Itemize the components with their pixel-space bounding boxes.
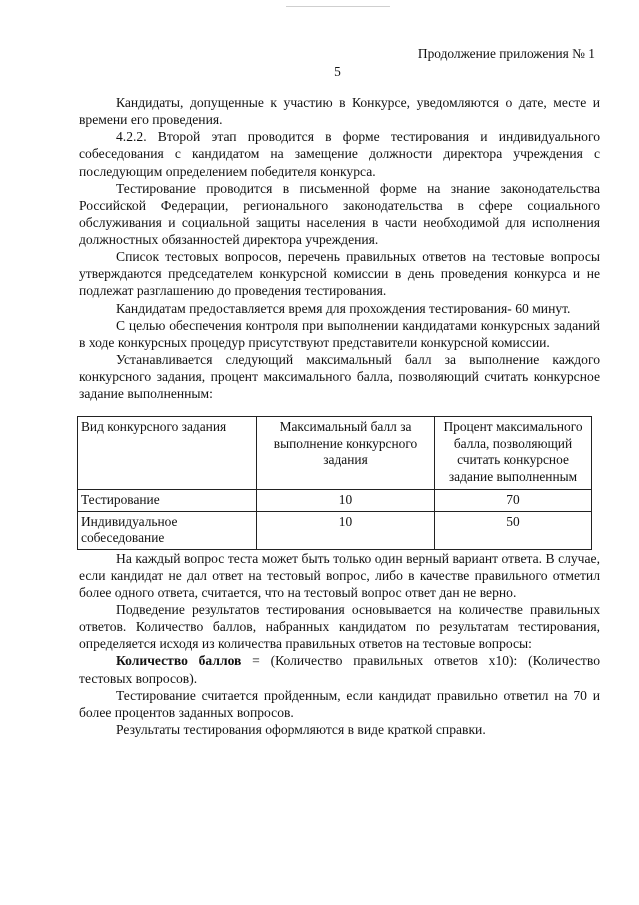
table-cell-max-score: 10: [257, 511, 435, 549]
table-row: [78, 511, 592, 549]
document-body: [79, 94, 600, 738]
formula-bold-term: Количество баллов: [116, 653, 242, 669]
table-cell-percent: 70: [435, 490, 592, 511]
scan-top-line: [286, 6, 390, 7]
table-cell-task: Тестирование: [78, 490, 257, 511]
paragraph-notification: Кандидаты, допущенные к участию в Конкурсе, уведомляются о дате, месте и времени его проведения.: [79, 95, 600, 128]
table-header-percent: Процент максимального балла, позволяющий считать конкурсное задание выполненным: [435, 417, 592, 490]
table-header-max-score: Максимальный балл за выполнение конкурсного задания: [257, 417, 435, 490]
page-number: 5: [334, 64, 341, 79]
table-cell-task: Индивидуальное собеседование: [78, 511, 257, 549]
paragraph-results-format: Результаты тестирования оформляются в виде краткой справки.: [116, 721, 486, 737]
paragraph-results-basis: Подведение результатов тестирования основывается на количестве правильных ответов. Количество баллов, набранных кандидатом по результатам тестирования, определяется исходя из количества правильных ответов на тестовые вопросы:: [79, 602, 600, 652]
scoring-table: [77, 416, 592, 549]
table-cell-percent: 50: [435, 511, 592, 549]
paragraph-4-2-2: 4.2.2. Второй этап проводится в форме тестирования и индивидуального собеседования с кандидатом на замещение должности директора учреждения с последующим определением победителя конкурса.: [79, 129, 600, 179]
score-formula: [79, 652, 600, 686]
table-header-row: [78, 417, 592, 490]
table-header-task-type: Вид конкурсного задания: [78, 417, 257, 490]
formula-expression: = (Количество правильных ответов х10): (Количество тестовых вопросов).: [79, 653, 600, 686]
paragraph-max-score-intro: Устанавливается следующий максимальный балл за выполнение каждого конкурсного задания, процент максимального балла, позволяющий считать конкурсное задание выполненным:: [79, 351, 600, 402]
paragraph-control: С целью обеспечения контроля при выполнении кандидатами конкурсных заданий в ходе конкурсных процедур присутствуют представители конкурсной комиссии.: [79, 317, 600, 350]
paragraph-pass-criteria: Тестирование считается пройденным, если кандидат правильно ответил на 70 и более процентов заданных вопросов.: [79, 687, 600, 720]
paragraph-one-answer: На каждый вопрос теста может быть только один верный вариант ответа. В случае, если кандидат не дал ответ на тестовый вопрос, либо в качестве правильного отметил более одного ответа, считается, что на тестовый вопрос ответ дан не верно.: [79, 550, 600, 600]
table-row: [78, 490, 592, 511]
paragraph-time-limit: Кандидатам предоставляется время для прохождения тестирования- 60 минут.: [116, 300, 571, 316]
appendix-continuation-note: Продолжение приложения № 1: [417, 46, 595, 61]
paragraph-testing-form: Тестирование проводится в письменной форме на знание законодательства Российской Федерации, регионального законодательства в сфере социального обслуживания и социальной защиты населения в части необходимой для исполнения должностных обязанностей директора учреждения.: [79, 180, 600, 247]
table-cell-max-score: 10: [257, 490, 435, 511]
paragraph-question-list: Список тестовых вопросов, перечень правильных ответов на тестовые вопросы утверждаются председателем конкурсной комиссии в день проведения конкурса и не подлежат разглашению до проведения тестирования.: [79, 249, 600, 299]
